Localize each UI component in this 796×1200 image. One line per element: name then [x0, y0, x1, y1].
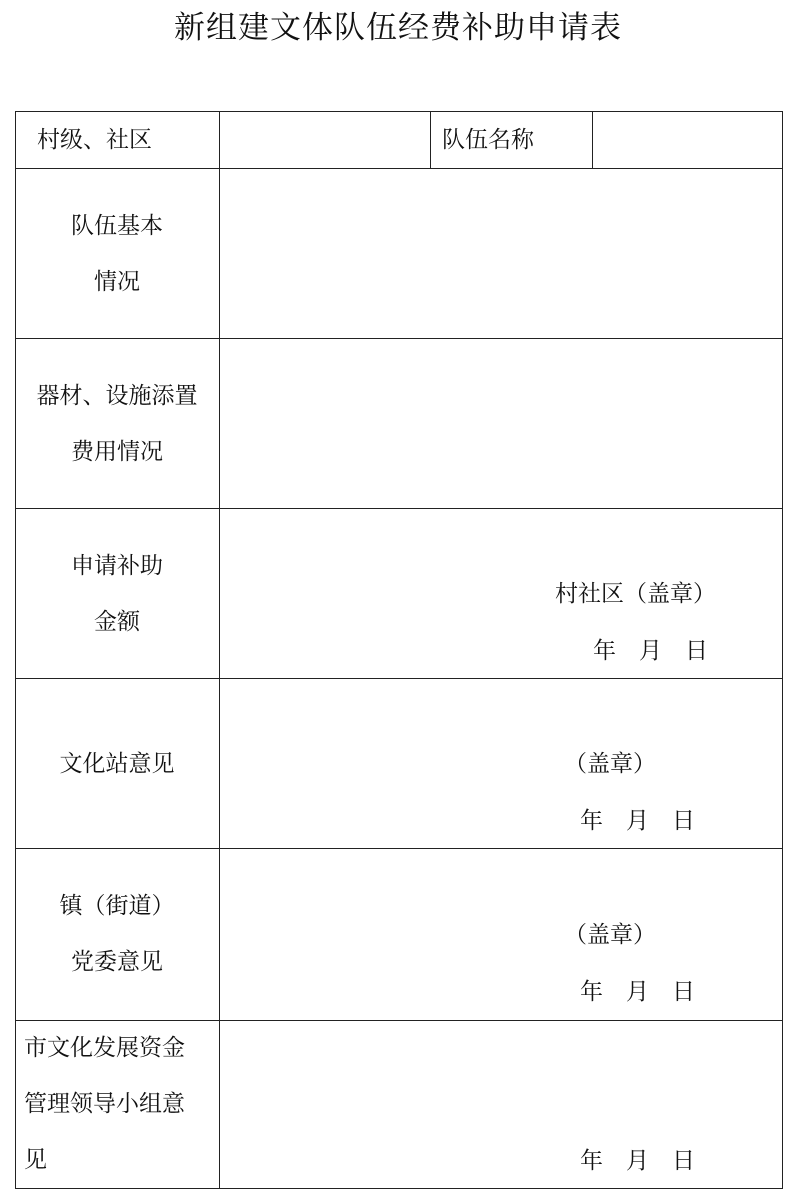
amount-label	[17, 552, 217, 636]
form-title: 新组建文体队伍经费补助申请表	[174, 10, 622, 46]
culture-station-field[interactable]	[221, 680, 781, 847]
culture-station-label: 文化站意见	[59, 751, 175, 777]
city-fund-label-line3: 见	[24, 1147, 47, 1173]
amount-label-line2: 金额	[94, 609, 140, 635]
column-divider	[430, 111, 431, 168]
row-divider	[15, 168, 783, 169]
city-fund-label-line1: 市文化发展资金	[24, 1035, 185, 1061]
team-name-label: 队伍名称	[442, 127, 534, 153]
row-divider	[15, 508, 783, 509]
row-divider	[15, 848, 783, 849]
row-divider	[15, 1020, 783, 1021]
city-fund-field[interactable]	[221, 1022, 781, 1187]
city-fund-date-text: 年 月 日	[580, 1148, 695, 1174]
equipment-field[interactable]	[221, 340, 781, 507]
team-name-field[interactable]	[594, 113, 781, 167]
town-party-date-text: 年 月 日	[580, 979, 695, 1005]
city-fund-label	[24, 1034, 214, 1174]
village-field[interactable]	[221, 113, 429, 167]
village-label: 村级、社区	[37, 127, 152, 153]
row-divider	[15, 678, 783, 679]
town-party-stamp-text: （盖章）	[564, 922, 656, 948]
amount-date-text: 年 月 日	[593, 638, 708, 664]
equipment-label-line1: 器材、设施添置	[36, 383, 198, 409]
team-info-label-line1: 队伍基本	[71, 213, 163, 239]
table-border-bottom	[15, 1188, 783, 1189]
city-fund-label-line2: 管理领导小组意	[24, 1091, 185, 1117]
equipment-label-line2: 费用情况	[71, 439, 163, 465]
column-divider	[219, 111, 220, 1189]
town-party-field[interactable]	[221, 850, 781, 1019]
amount-label-line1: 申请补助	[71, 553, 163, 579]
table-border-left	[15, 111, 16, 1189]
amount-stamp-text: 村社区（盖章）	[555, 581, 716, 607]
team-info-label	[17, 212, 217, 296]
culture-station-date-text: 年 月 日	[580, 808, 695, 834]
town-party-label	[17, 892, 217, 976]
town-party-label-line1: 镇（街道）	[59, 893, 175, 919]
table-border-right	[782, 111, 783, 1189]
team-info-label-line2: 情况	[94, 269, 140, 295]
town-party-label-line2: 党委意见	[71, 949, 163, 975]
equipment-label	[17, 382, 217, 466]
team-info-field[interactable]	[221, 170, 781, 337]
row-divider	[15, 338, 783, 339]
culture-station-stamp-text: （盖章）	[564, 751, 656, 777]
table-border-top	[15, 111, 783, 112]
column-divider	[592, 111, 593, 168]
